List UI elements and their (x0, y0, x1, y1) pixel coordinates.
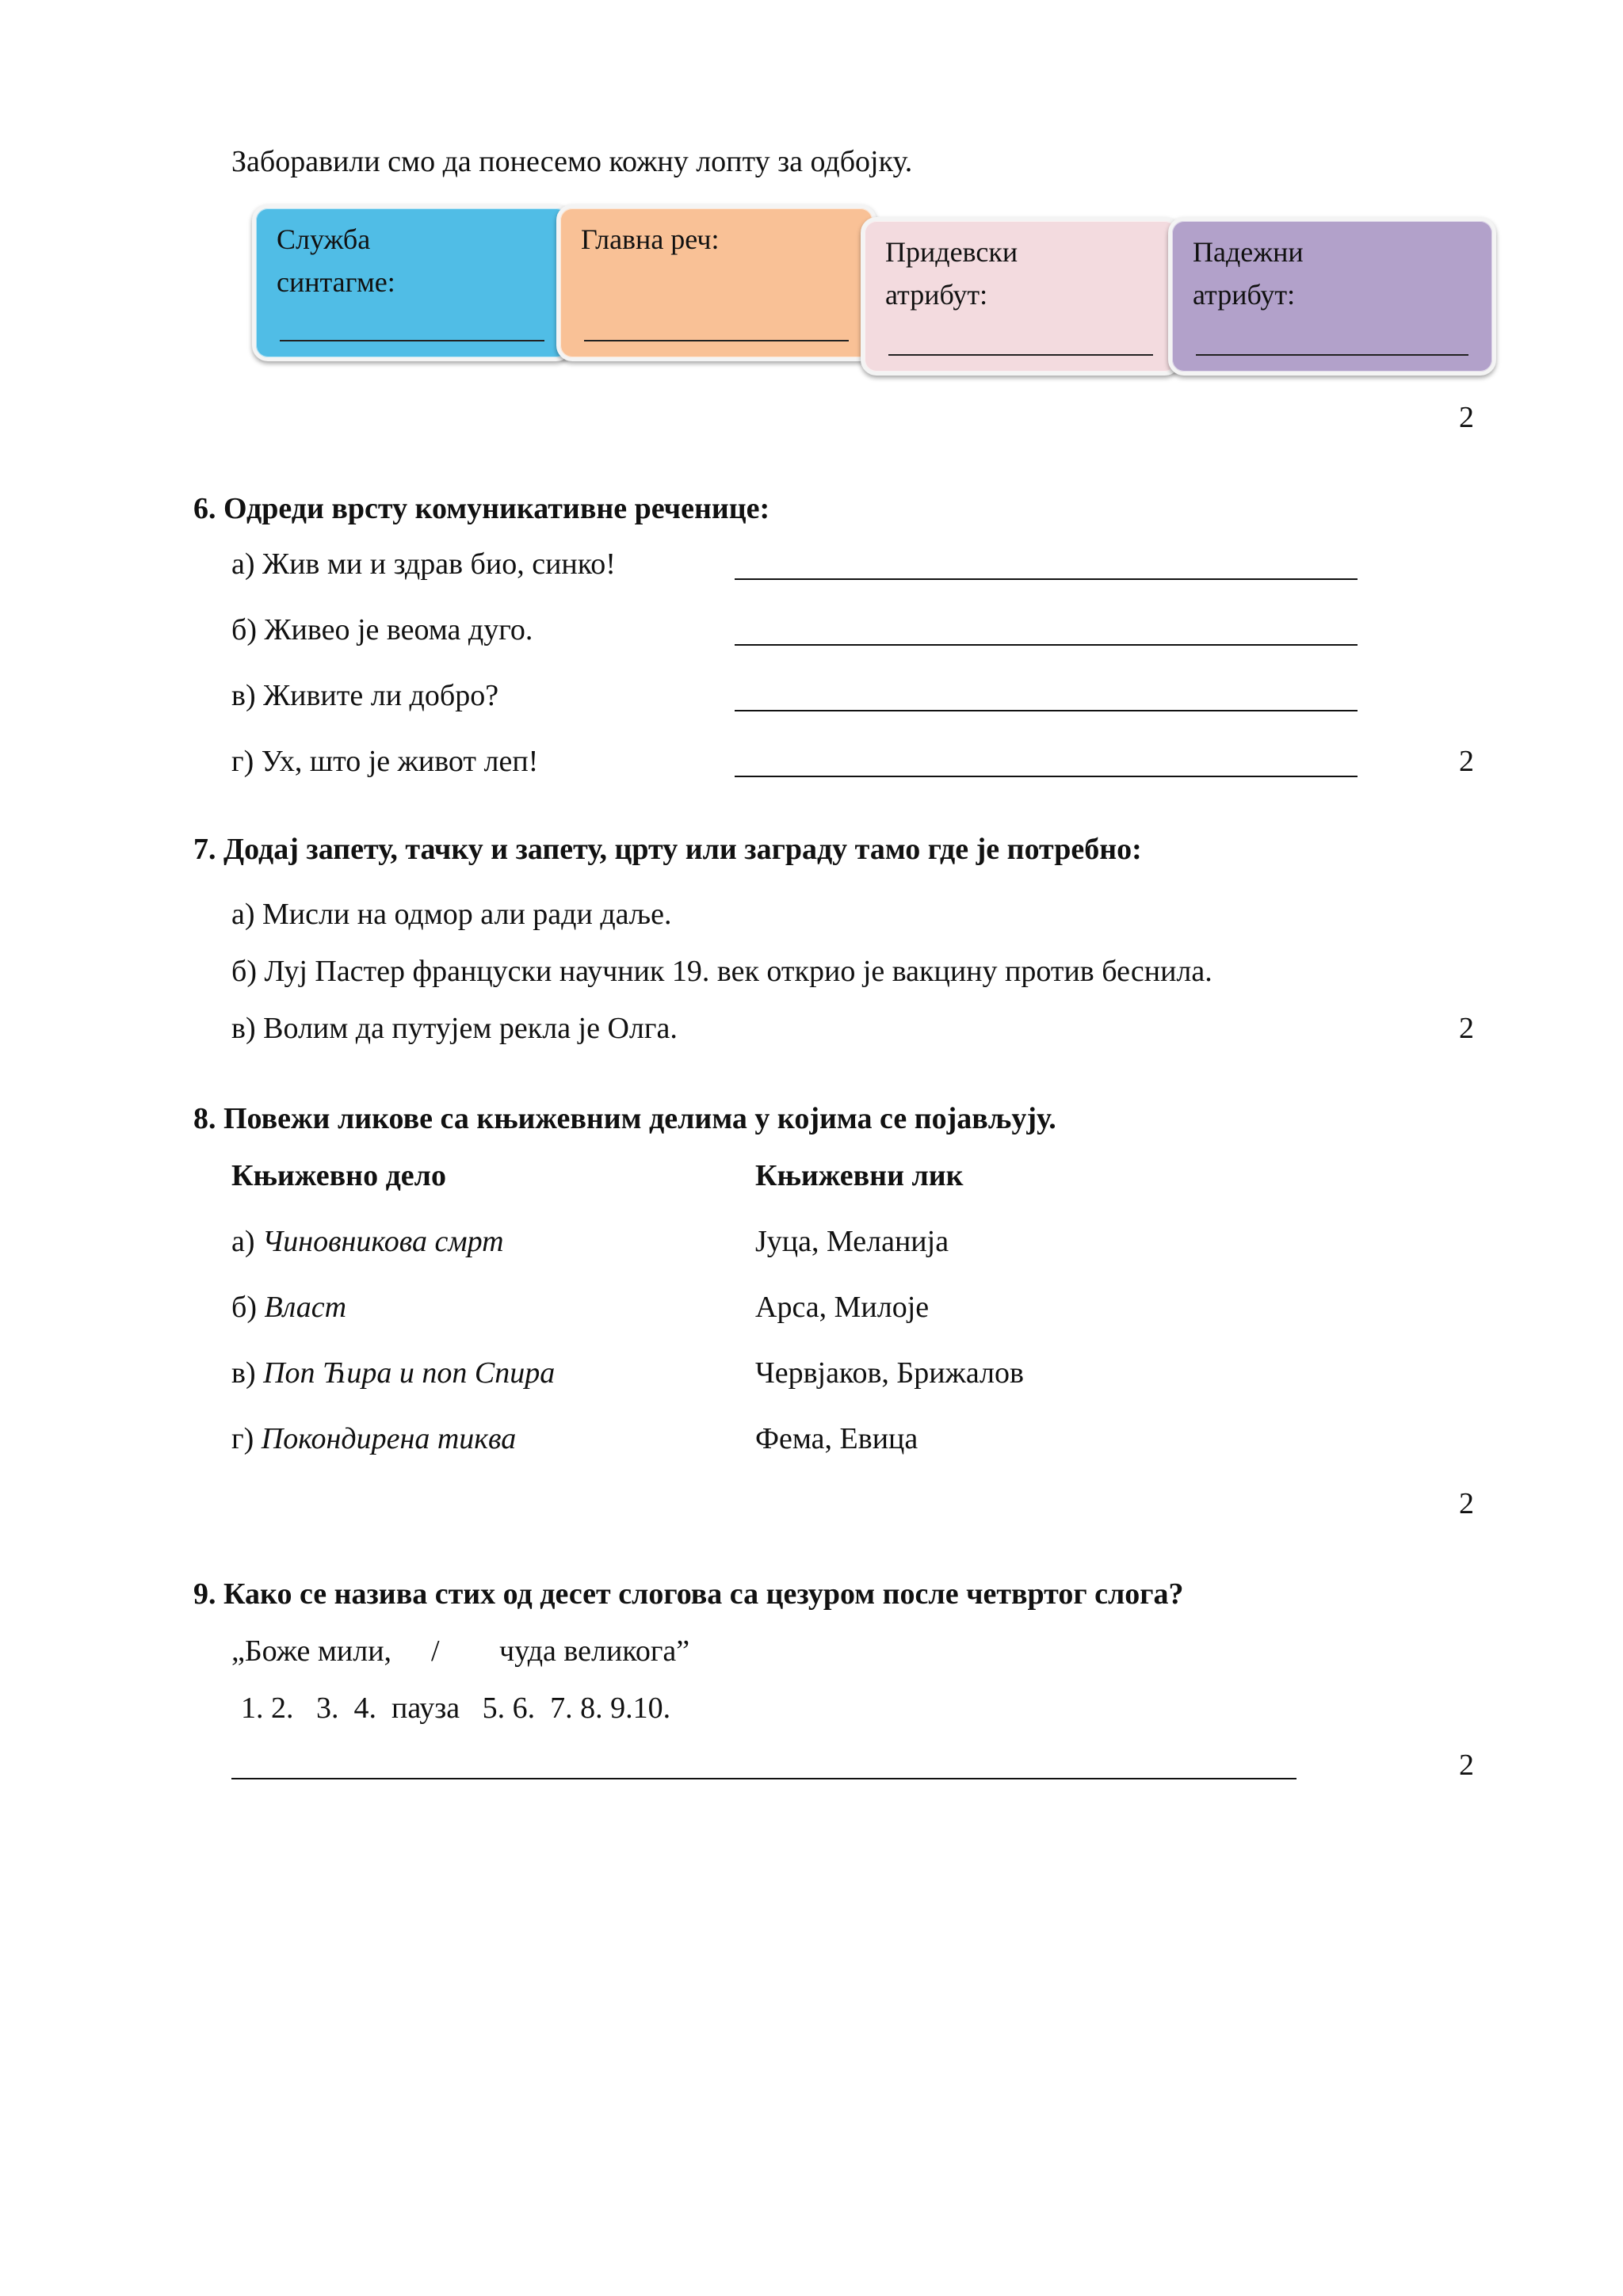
box-adjective-attribute (861, 217, 1181, 376)
q6-answer-line-c[interactable] (735, 710, 1358, 711)
q8-col-header-works: Књижевно дело (231, 1159, 446, 1192)
q7-item-b: б) Луј Пастер француски научник 19. век открио је вакцину против беснила. (231, 955, 1212, 988)
q8-col-header-characters: Књижевни лик (755, 1159, 964, 1192)
q6-answer-line-a[interactable] (735, 578, 1358, 580)
q8-work-a: а) Чиновникова смрт (231, 1225, 504, 1258)
q9-verse-part2: чуда великога” (499, 1634, 690, 1668)
box-label-line1: Главна реч: (581, 223, 720, 255)
answer-line[interactable] (584, 340, 849, 341)
box-label-line2: атрибут: (1193, 279, 1296, 311)
score-q6: 2 (1459, 745, 1474, 778)
q6-item-c: в) Живите ли добро? (231, 679, 499, 712)
score-q9: 2 (1459, 1749, 1474, 1782)
q9-verse-slash: / (431, 1634, 440, 1668)
q8-character-1: Јуца, Меланија (755, 1225, 949, 1258)
q8-work-d: г) Покондирена тиква (231, 1422, 517, 1455)
answer-line[interactable] (1196, 354, 1468, 356)
q8-work-c: в) Поп Ћира и поп Спира (231, 1356, 556, 1390)
intro-sentence: Заборавили смо да понесемо кожну лопту за одбојку. (231, 145, 913, 178)
score-q8: 2 (1459, 1487, 1474, 1520)
q7-item-c: в) Волим да путујем рекла је Олга. (231, 1012, 678, 1045)
q7-item-a: а) Мисли на одмор али ради даље. (231, 898, 672, 931)
score-q5: 2 (1459, 401, 1474, 434)
q8-title: 8. Повежи ликове са књижевним делима у којима се појављују. (193, 1102, 1056, 1135)
q7-title: 7. Додај запету, тачку и запету, црту или заграду тамо где је потребно: (193, 833, 1142, 866)
q6-title: 6. Одреди врсту комуникативне реченице: (193, 492, 770, 525)
answer-line[interactable] (280, 340, 544, 341)
box-label-line1: Придевски (885, 236, 1018, 268)
box-function (252, 204, 572, 361)
q6-item-d: г) Ух, што је живот леп! (231, 745, 539, 778)
q8-character-4: Фема, Евица (755, 1422, 918, 1455)
q9-verse-part1: „Боже мили, (231, 1634, 392, 1668)
q9-answer-line[interactable] (231, 1778, 1296, 1779)
q8-work-b: б) Власт (231, 1291, 347, 1324)
q6-item-b: б) Живео је веома дуго. (231, 613, 533, 646)
q6-answer-line-b[interactable] (735, 644, 1358, 646)
q8-character-3: Червјаков, Брижалов (755, 1356, 1024, 1390)
box-main-word (556, 204, 876, 361)
q9-syllables: 1. 2. 3. 4. пауза 5. 6. 7. 8. 9.10. (241, 1691, 671, 1725)
score-q7: 2 (1459, 1012, 1474, 1045)
q6-answer-line-d[interactable] (735, 776, 1358, 777)
q9-title: 9. Како се назива стих од десет слогова са цезуром после четвртог слога? (193, 1577, 1184, 1611)
box-label-line2: атрибут: (885, 279, 988, 311)
answer-line[interactable] (888, 354, 1153, 356)
box-label-line1: Служба (277, 223, 371, 255)
q6-item-a: а) Жив ми и здрав био, синко! (231, 547, 616, 581)
box-case-attribute (1168, 217, 1496, 376)
box-label-line2: синтагме: (277, 266, 395, 298)
box-label-line1: Падежни (1193, 236, 1304, 268)
q8-character-2: Арса, Милоје (755, 1291, 930, 1324)
